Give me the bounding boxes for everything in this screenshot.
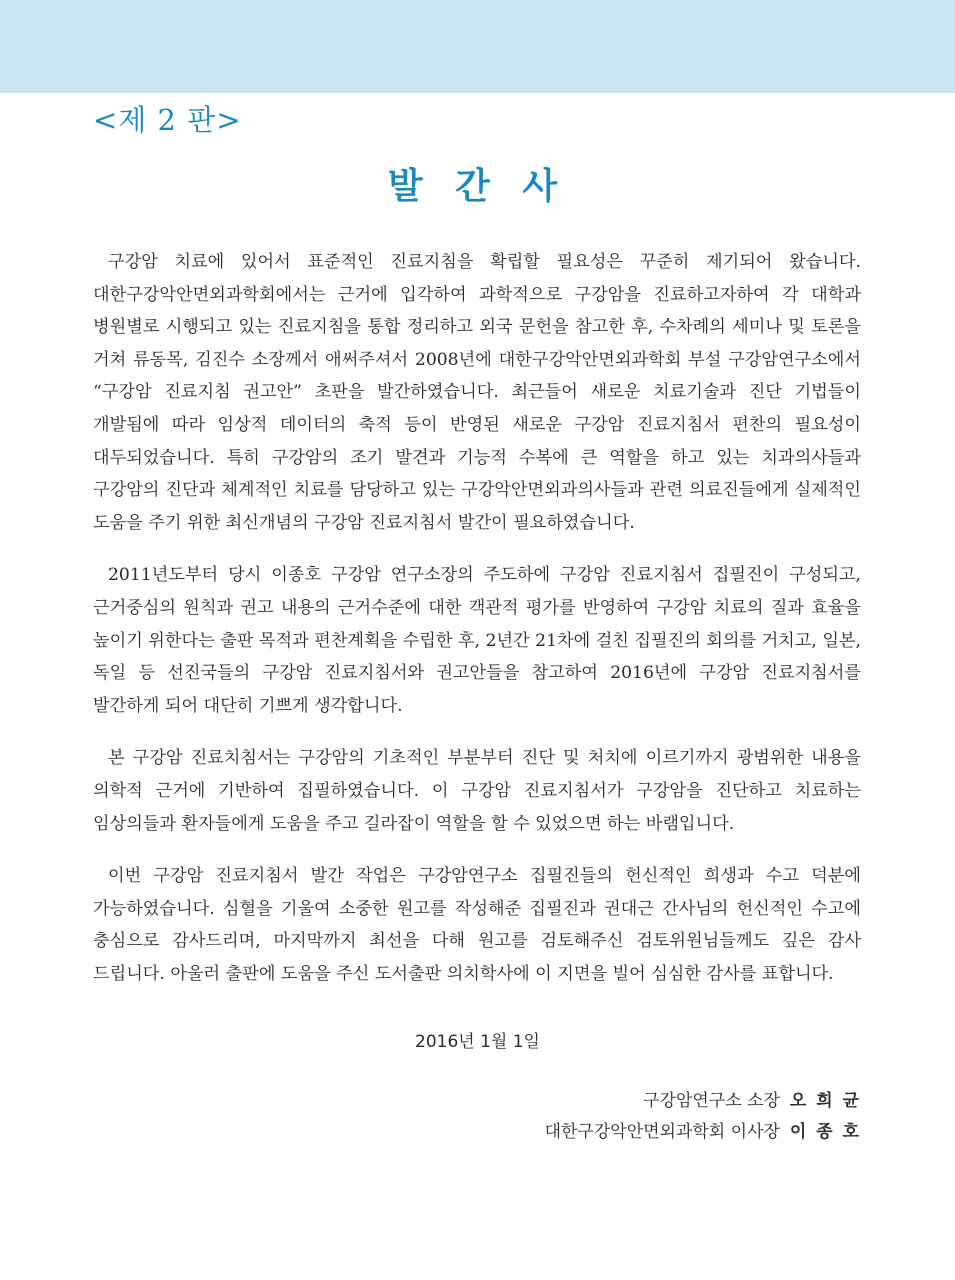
- paragraph-2: 2011년도부터 당시 이종호 구강암 연구소장의 주도하에 구강암 진료지침서 집필진이 구성되고, 근거중심의 원칙과 권고 내용의 근거수준에 대한 객관적 평가를 반영하여 구강암 치료의 질과 효율을 높이기 위한다는 출판 목적과 편찬계획을 수립한 후, 2년간 21차에 걸친 집필진의 회의를 거치고, 일본, 독일 등 선진국들의 구강암 진료지침서와 권고안들을 참고하여 2016년에 구강암 진료지침서를 발간하게 되어 대단히 기쁘게 생각합니다.: [93, 565, 861, 716]
- signature-name-2: 이 종 호: [789, 1122, 861, 1142]
- preface-body: [93, 246, 861, 1010]
- signature-name-1: 오 희 균: [789, 1091, 861, 1111]
- paragraph-3: 본 구강암 진료치침서는 구강암의 기초적인 부분부터 진단 및 처치에 이르기까지 광범위한 내용을 의학적 근거에 기반하여 집필하였습니다. 이 구강암 진료지침서가 구강암을 진단하고 치료하는 임상의들과 환자들에게 도움을 주고 길라잡이 역할을 할 수 있었으면 하는 바램입니다.: [93, 748, 861, 834]
- paragraph-4: 이번 구강암 진료지침서 발간 작업은 구강암연구소 집필진들의 헌신적인 희생과 수고 덕분에 가능하였습니다. 심혈을 기울여 소중한 원고를 작성해준 집필진과 권대근 간사님의 헌신적인 수고에 충심으로 감사드리며, 마지막까지 최선을 다해 원고를 검토해주신 검토위원님들께도 깊은 감사 드립니다. 아울러 출판에 도움을 주신 도서출판 의치학사에 이 지면을 빌어 심심한 감사를 표합니다.: [93, 866, 861, 984]
- signature-line-2: [545, 1117, 861, 1148]
- publication-date: 2016년 1월 1일: [415, 1032, 540, 1052]
- edition-label: <제 2 판>: [93, 103, 242, 137]
- signature-title-1: 구강암연구소 소장: [643, 1091, 780, 1111]
- signature-title-2: 대한구강악안면외과학회 이사장: [544, 1122, 780, 1142]
- page-title: 발 간 사: [387, 166, 568, 207]
- paragraph-1: 구강암 치료에 있어서 표준적인 진료지침을 확립할 필요성은 꾸준히 제기되어 왔습니다. 대한구강악안면외과학회에서는 근거에 입각하여 과학적으로 구강암을 진료하고자하여 각 대학과 병원별로 시행되고 있는 진료지침을 통합 정리하고 외국 문헌을 참고한 후, 수차례의 세미나 및 토론을 거쳐 류동목, 김진수 소장께서 애써주셔서 2008년에 대한구강악안면외과학회 부설 구강암연구소에서 “구강암 진료지침 권고안” 초판을 발간하였습니다. 최근들어 새로운 치료기술과 진단 기법들이 개발됨에 따라 임상적 데이터의 축적 등이 반영된 새로운 구강암 진료지침서 편찬의 필요성이 대두되었습니다. 특히 구강암의 조기 발견과 기능적 수복에 큰 역할을 하고 있는 치과의사들과 구강암의 진단과 체계적인 치료를 담당하고 있는 구강악안면외과의사들과 관련 의료진들에게 실제적인 도움을 주기 위한 최신개념의 구강암 진료지침서 발간이 필요하였습니다.: [93, 252, 861, 533]
- signature-line-1: [545, 1086, 861, 1117]
- header-band: [0, 0, 955, 93]
- signature-block: [545, 1086, 861, 1148]
